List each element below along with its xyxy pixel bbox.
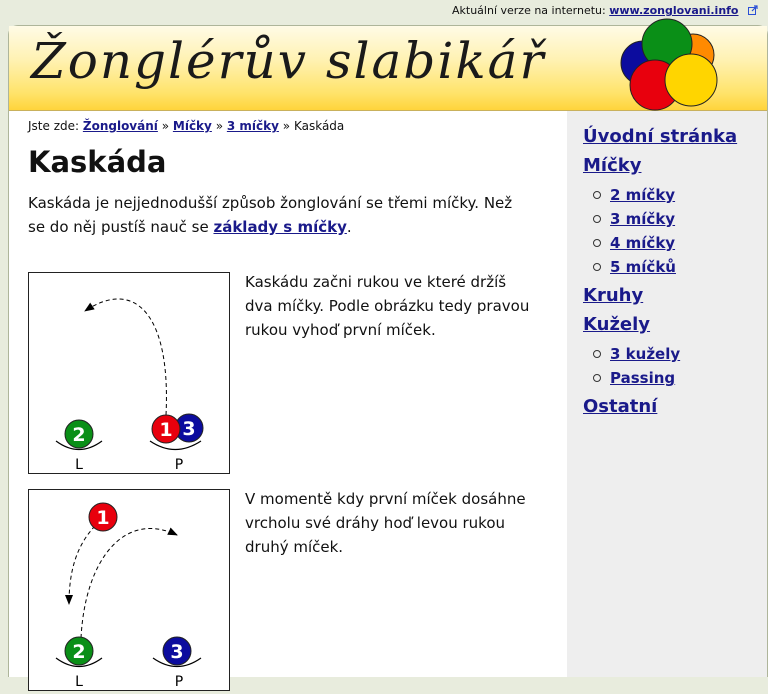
nav-subitem-5-micku[interactable]: 5 míčků <box>610 258 676 276</box>
breadcrumb-link-3-micky[interactable]: 3 míčky <box>226 119 279 133</box>
ball-2-green <box>65 420 93 448</box>
right-hand <box>150 441 201 450</box>
site-title[interactable]: Žonglérův slabikář <box>31 32 546 90</box>
svg-text:1: 1 <box>159 419 173 441</box>
nav-subitem <box>610 345 680 363</box>
site-header <box>9 26 767 111</box>
ball-1-red <box>152 415 180 443</box>
svg-text:3: 3 <box>170 641 184 663</box>
figure-1-caption: Kaskádu začni rukou ve které držíš dva míčky. Podle obrázku tedy pravou rukou vyhoď první míček. <box>245 273 530 339</box>
intro-link-zaklady[interactable]: základy s míčky <box>213 218 347 236</box>
nav-item-ostatni[interactable]: Ostatní <box>583 396 658 417</box>
bullet-icon <box>593 374 601 382</box>
left-hand-label: L <box>75 457 83 473</box>
intro-text-end: . <box>346 218 352 236</box>
breadcrumb-separator: » <box>161 119 170 133</box>
breadcrumb-link-micky[interactable]: Míčky <box>172 119 212 133</box>
cascade-figure-2 <box>28 489 230 691</box>
intro-text: Kaskáda je nejjednodušší způsob žonglování se třemi míčky. Než se do něj pustíš nauč se <box>28 194 513 236</box>
nav-subitem-2-micky[interactable]: 2 míčky <box>610 186 676 204</box>
left-hand-label: L <box>75 674 83 690</box>
nav-subitem-3-kuzely[interactable]: 3 kužely <box>610 345 681 363</box>
bullet-icon <box>593 263 601 271</box>
svg-text:2: 2 <box>72 424 86 446</box>
nav-subitem <box>610 369 675 387</box>
breadcrumb-separator: » <box>215 119 224 133</box>
nav-subitem <box>610 234 675 252</box>
nav-subitem-4-micky[interactable]: 4 míčky <box>610 234 676 252</box>
bullet-icon <box>593 191 601 199</box>
throw-trajectory <box>85 299 166 415</box>
topbar-site-link[interactable]: www.zonglovani.info <box>609 4 739 17</box>
bullet-icon <box>593 239 601 247</box>
main-content <box>9 111 567 690</box>
svg-text:2: 2 <box>72 641 86 663</box>
figure-2-caption: V momentě kdy první míček dosáhne vrcholu své dráhy hoď levou rukou druhý míček. <box>245 490 526 556</box>
bullet-icon <box>593 350 601 358</box>
breadcrumb-separator: » <box>282 119 291 133</box>
intro-paragraph <box>28 191 528 239</box>
nav-item-home[interactable]: Úvodní stránka <box>583 126 738 147</box>
breadcrumb-prefix: Jste zde: <box>28 119 80 133</box>
nav-subitem-3-micky[interactable]: 3 míčky <box>610 210 676 228</box>
svg-text:3: 3 <box>182 418 196 440</box>
external-link-icon[interactable] <box>748 5 758 15</box>
page-frame <box>8 25 768 690</box>
juggling-balls-logo[interactable] <box>613 21 725 115</box>
right-hand-label: P <box>174 457 184 473</box>
nav-item-kuzely[interactable]: Kužely <box>583 314 651 335</box>
breadcrumb <box>28 119 344 133</box>
nav-subitem <box>610 186 675 204</box>
svg-text:1: 1 <box>96 507 110 529</box>
nav-subitem <box>610 210 675 228</box>
page-title: Kaskáda <box>28 145 167 179</box>
breadcrumb-link-zonglovani[interactable]: Žonglování <box>82 119 158 133</box>
falling-trajectory <box>69 526 95 604</box>
nav-subitem <box>610 258 676 276</box>
nav-item-kruhy[interactable]: Kruhy <box>583 285 644 306</box>
ball-3-blue <box>163 637 191 665</box>
nav-subitem-passing[interactable]: Passing <box>610 369 676 387</box>
bullet-icon <box>593 215 601 223</box>
nav-item-micky[interactable]: Míčky <box>583 155 642 176</box>
breadcrumb-current: Kaskáda <box>293 119 345 133</box>
right-hand-label: P <box>174 674 184 690</box>
ball-1-red <box>89 503 117 531</box>
topbar-text: Aktuální verze na internetu: <box>452 4 606 17</box>
throw-trajectory <box>81 529 177 638</box>
sidebar-nav <box>567 111 767 677</box>
cascade-figure-1 <box>28 272 230 474</box>
ball-2-green <box>65 637 93 665</box>
